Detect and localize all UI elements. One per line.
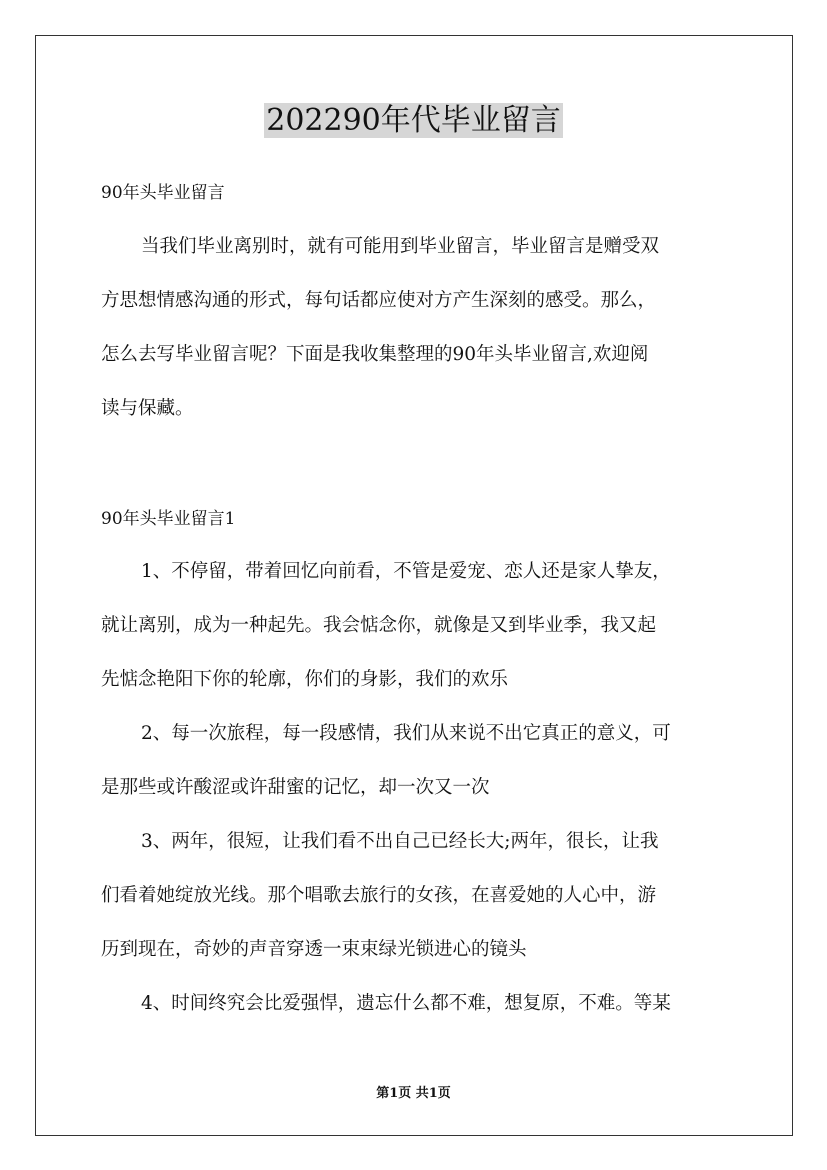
- intro-line-3: 怎么去写毕业留言呢？下面是我收集整理的90年头毕业留言,欢迎阅: [101, 344, 649, 365]
- item-3-line-2: 们看着她绽放光线。那个唱歌去旅行的女孩，在喜爱她的人心中，游: [101, 885, 657, 906]
- intro-line-4: 读与保藏。: [101, 398, 194, 419]
- document-title-text: 202290年代毕业留言: [266, 103, 561, 138]
- item-3-line-1: 3、两年，很短，让我们看不出自己已经长大;两年，很长，让我: [141, 831, 659, 852]
- page-number-footer: 第1页 共1页: [376, 1086, 451, 1101]
- document-title: [0, 101, 827, 141]
- item-1-paragraph: [101, 545, 731, 707]
- intro-line-1: 当我们毕业离别时，就有可能用到毕业留言，毕业留言是赠受双: [141, 236, 660, 257]
- subheading-intro: 90年头毕业留言: [101, 183, 225, 203]
- item-1-line-3: 先惦念艳阳下你的轮廓，你们的身影，我们的欢乐: [101, 669, 509, 690]
- intro-line-2: 方思想情感沟通的形式，每句话都应使对方产生深刻的感受。那么，: [101, 290, 657, 311]
- item-2-line-1: 2、每一次旅程，每一段感情，我们从来说不出它真正的意义，可: [141, 723, 671, 744]
- subheading-section-1: 90年头毕业留言1: [101, 509, 236, 529]
- item-4-line-1: 4、时间终究会比爱强悍，遗忘什么都不难，想复原，不难。等某: [141, 993, 671, 1014]
- item-2-paragraph: [101, 707, 731, 815]
- item-2-line-2: 是那些或许酸涩或许甜蜜的记忆，却一次又一次: [101, 777, 490, 798]
- item-3-paragraph: [101, 815, 731, 977]
- intro-paragraph: [101, 220, 731, 436]
- item-4-paragraph: [101, 977, 731, 1031]
- item-1-line-1: 1、不停留，带着回忆向前看，不管是爱宠、恋人还是家人挚友，: [141, 561, 671, 582]
- item-3-line-3: 历到现在，奇妙的声音穿透一束束绿光锁进心的镜头: [101, 939, 527, 960]
- item-1-line-2: 就让离别，成为一种起先。我会惦念你，就像是又到毕业季，我又起: [101, 615, 657, 636]
